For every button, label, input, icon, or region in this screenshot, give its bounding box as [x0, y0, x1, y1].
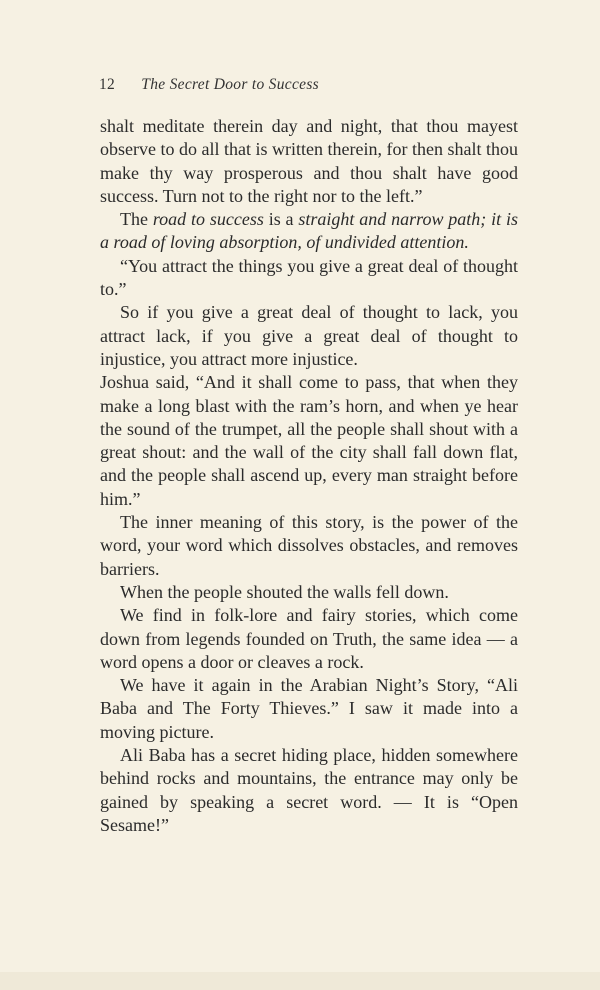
paragraph-text: is a [263, 209, 299, 230]
paragraph-walls: When the people shouted the walls fell down. [120, 581, 449, 602]
emphasis-text: straight and narrow path; it is a road of loving absorption, of undivided attention. [100, 209, 519, 253]
paragraph-text: The [120, 209, 153, 230]
body-text [100, 115, 518, 837]
paragraph-folk-lore: We find in folk-lore and fairy stories, which come down from legends founded on Truth, the same idea — a word opens a door or cleaves a rock. [100, 605, 518, 672]
running-title: The Secret Door to Success [141, 76, 319, 93]
page-number: 12 [99, 76, 116, 93]
running-header [99, 76, 319, 94]
paragraph-arabian-nights: We have it again in the Arabian Night’s Story, “Ali Baba and The Forty Thieves.” I saw it made into a moving picture. [100, 675, 518, 742]
page-bottom-edge [0, 972, 600, 990]
paragraph-ali-baba: Ali Baba has a secret hiding place, hidden somewhere behind rocks and mountains, the entrance may only be gained by speaking a secret word. — It is “Open Sesame!” [100, 745, 518, 835]
paragraph-road-to-success [100, 208, 518, 255]
paragraph-quote-attract: “You attract the things you give a great deal of thought to.” [100, 255, 518, 300]
paragraph-inner-meaning: The inner meaning of this story, is the power of the word, your word which dissolves obstacles, and removes barriers. [100, 512, 518, 579]
paragraph-continuation: shalt meditate therein day and night, that thou mayest observe to do all that is written therein, for then shalt thou make thy way prosperous and thou shalt have good success. Turn not to the right nor to the left.” [100, 116, 518, 206]
paragraph-joshua: Joshua said, “And it shall come to pass, that when they make a long blast with the ram’s horn, and when ye hear the sound of the trumpet, all the people shall shout with a great shout: and the wall of the city shall fall down flat, and the people shall ascend up, every man straight before him.” [100, 372, 518, 509]
paragraph-lack: So if you give a great deal of thought to lack, you attract lack, if you give a great deal of thought to injustice, you attract more injustice. [100, 302, 518, 369]
emphasis-text: road to success [152, 209, 264, 230]
